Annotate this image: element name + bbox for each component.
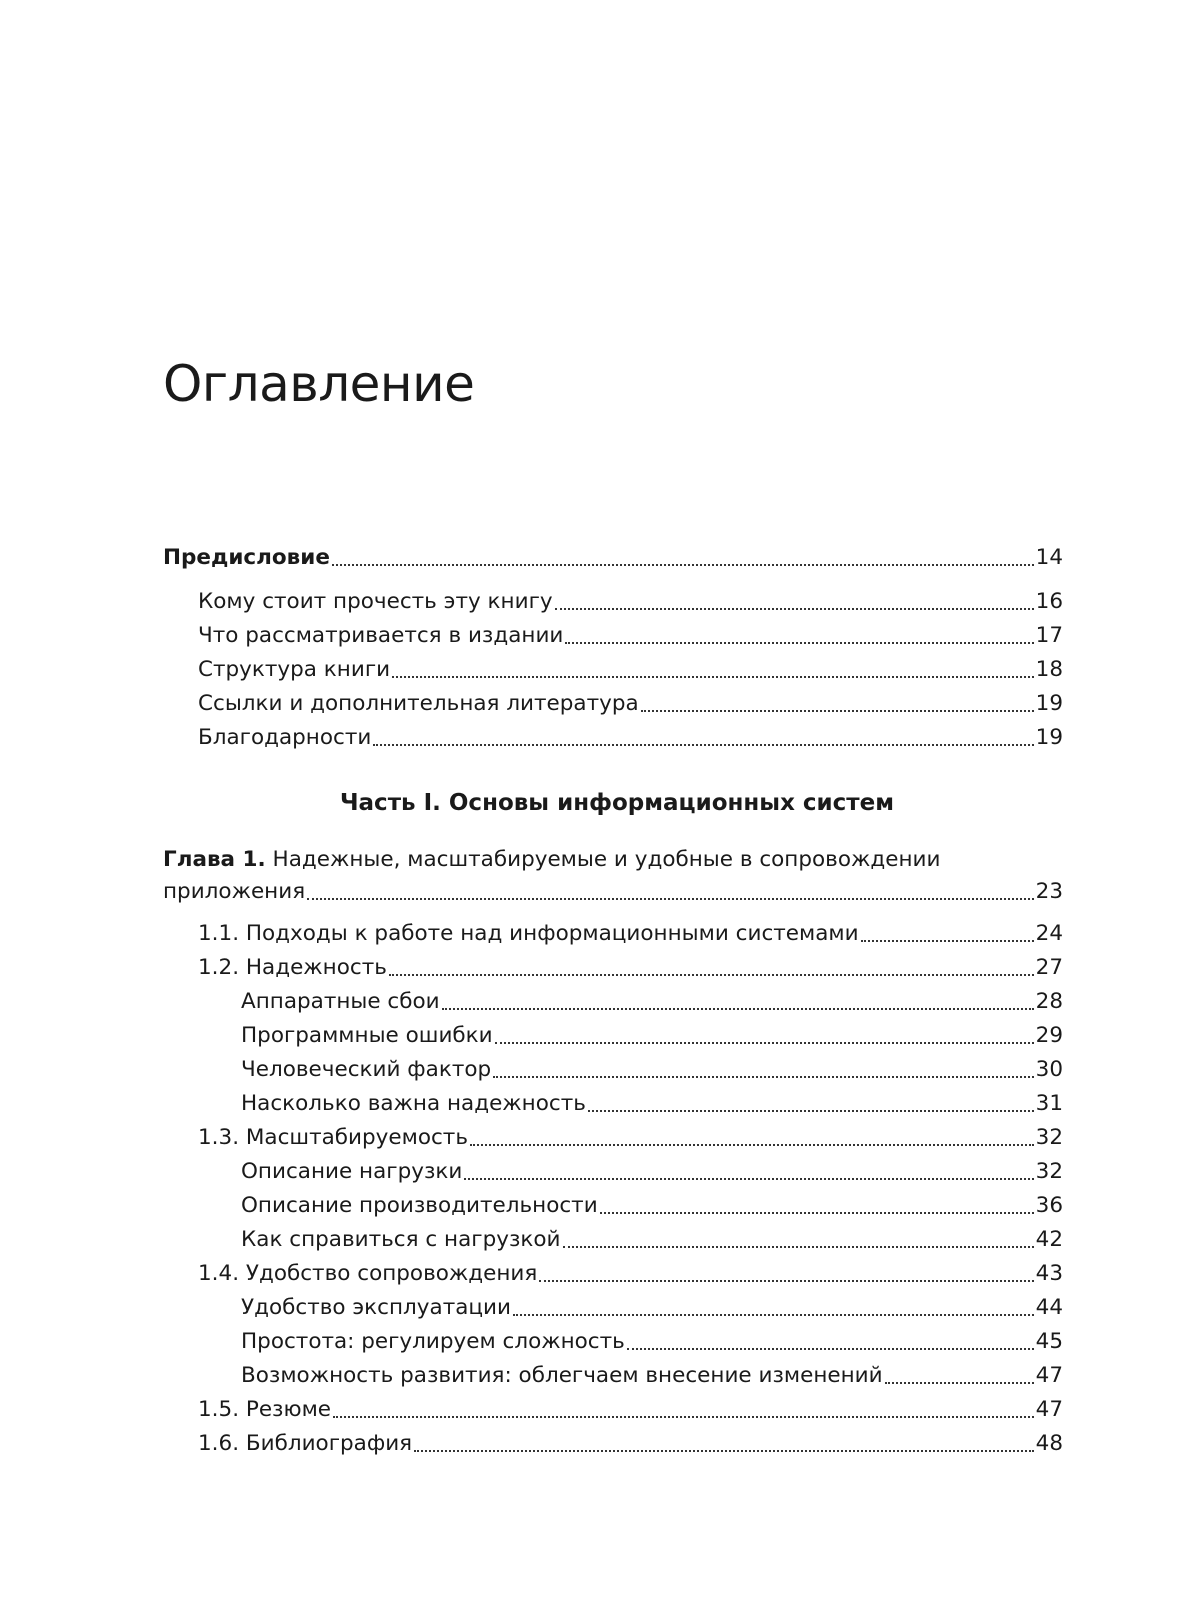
dot-leader xyxy=(513,1314,1034,1316)
toc-entry-label: 1.5. Резюме xyxy=(198,1397,332,1422)
toc-entry[interactable] xyxy=(163,1254,1063,1288)
dot-leader xyxy=(333,1416,1034,1418)
chapter-title-line2: приложения xyxy=(163,879,306,904)
dot-leader xyxy=(588,1110,1034,1112)
toc-page-number: 18 xyxy=(1035,657,1063,682)
toc-entry-label: Благодарности xyxy=(198,725,372,750)
toc-entry[interactable] xyxy=(163,1186,1063,1220)
toc-entry[interactable] xyxy=(163,1322,1063,1356)
toc-entry[interactable] xyxy=(163,1118,1063,1152)
toc-entry[interactable] xyxy=(163,582,1063,616)
toc-entry-label: Предисловие xyxy=(163,545,330,570)
toc-entry-label: Описание нагрузки xyxy=(241,1159,463,1184)
toc-entry[interactable] xyxy=(163,650,1063,684)
dot-leader xyxy=(641,710,1034,712)
toc-page-number: 42 xyxy=(1035,1227,1063,1252)
dot-leader xyxy=(861,940,1034,942)
dot-leader xyxy=(495,1042,1034,1044)
toc-entry[interactable] xyxy=(163,1424,1063,1458)
toc-entry-label: Насколько важна надежность xyxy=(241,1091,586,1116)
toc-entry-label: Программные ошибки xyxy=(241,1023,493,1048)
toc-entry-label: Описание производительности xyxy=(241,1193,598,1218)
toc-entry-label: Как справиться с нагрузкой xyxy=(241,1227,561,1252)
part-heading: Часть I. Основы информационных систем xyxy=(339,790,895,816)
toc-entry[interactable] xyxy=(163,914,1063,948)
toc-entry-label: 1.2. Надежность xyxy=(198,955,387,980)
toc-page-number: 16 xyxy=(1035,589,1063,614)
toc-page-number: 28 xyxy=(1035,989,1063,1014)
toc-entry-chapter-1[interactable] xyxy=(163,872,1063,906)
toc-entry[interactable] xyxy=(163,1356,1063,1390)
dot-leader xyxy=(555,608,1034,610)
toc-page-number: 19 xyxy=(1035,725,1063,750)
toc-entry[interactable] xyxy=(163,718,1063,752)
toc-entry-label: Что рассматривается в издании xyxy=(198,623,564,648)
toc-page-number: 32 xyxy=(1035,1159,1063,1184)
toc-entry[interactable] xyxy=(163,616,1063,650)
toc-entry-label: 1.3. Масштабируемость xyxy=(198,1125,468,1150)
toc-page-number: 23 xyxy=(1035,879,1063,904)
dot-leader xyxy=(414,1450,1034,1452)
toc-entry-label: 1.1. Подходы к работе над информационными системами xyxy=(198,921,859,946)
toc-entry-preface[interactable] xyxy=(163,538,1063,572)
toc-page-number: 29 xyxy=(1035,1023,1063,1048)
page-title: Оглавление xyxy=(163,355,475,413)
dot-leader xyxy=(373,744,1033,746)
toc-entry[interactable] xyxy=(163,1016,1063,1050)
dot-leader xyxy=(332,564,1034,566)
toc-entry-label: 1.4. Удобство сопровождения xyxy=(198,1261,538,1286)
toc-entry-label: Человеческий фактор xyxy=(241,1057,492,1082)
toc-entry-label: Кому стоит прочесть эту книгу xyxy=(198,589,553,614)
toc-page-number: 48 xyxy=(1035,1431,1063,1456)
chapter-title-line1: Надежные, масштабируемые и удобные в сопровождении xyxy=(265,847,941,872)
toc-entry-label: Аппаратные сбои xyxy=(241,989,440,1014)
toc-page-number: 47 xyxy=(1035,1363,1063,1388)
dot-leader xyxy=(600,1212,1034,1214)
dot-leader xyxy=(627,1348,1034,1350)
dot-leader xyxy=(885,1382,1034,1384)
toc-page-number: 32 xyxy=(1035,1125,1063,1150)
dot-leader xyxy=(464,1178,1033,1180)
toc-entry[interactable] xyxy=(163,1050,1063,1084)
dot-leader xyxy=(470,1144,1034,1146)
toc-entry[interactable] xyxy=(163,1152,1063,1186)
toc-page-number: 24 xyxy=(1035,921,1063,946)
dot-leader xyxy=(307,898,1034,900)
toc-page-number: 30 xyxy=(1035,1057,1063,1082)
toc-page-number: 14 xyxy=(1035,545,1063,570)
toc-page-number: 19 xyxy=(1035,691,1063,716)
dot-leader xyxy=(442,1008,1034,1010)
toc-page-number: 17 xyxy=(1035,623,1063,648)
dot-leader xyxy=(563,1246,1034,1248)
chapter-prefix: Глава 1. xyxy=(163,847,266,872)
toc-entry-label: Структура книги xyxy=(198,657,391,682)
dot-leader xyxy=(565,642,1033,644)
dot-leader xyxy=(389,974,1034,976)
toc-entry[interactable] xyxy=(163,1220,1063,1254)
toc-entry[interactable] xyxy=(163,982,1063,1016)
toc-entry-label: 1.6. Библиография xyxy=(198,1431,413,1456)
toc-page-number: 43 xyxy=(1035,1261,1063,1286)
dot-leader xyxy=(392,676,1034,678)
toc-entry[interactable] xyxy=(163,1084,1063,1118)
toc-page-number: 27 xyxy=(1035,955,1063,980)
dot-leader xyxy=(493,1076,1033,1078)
toc-entry-label: Простота: регулируем сложность xyxy=(241,1329,625,1354)
toc-page-number: 47 xyxy=(1035,1397,1063,1422)
toc-page-number: 44 xyxy=(1035,1295,1063,1320)
toc-chapter-title[interactable] xyxy=(163,846,940,874)
dot-leader xyxy=(539,1280,1033,1282)
toc-entry[interactable] xyxy=(163,684,1063,718)
toc-entry[interactable] xyxy=(163,1390,1063,1424)
toc-page-number: 36 xyxy=(1035,1193,1063,1218)
toc-entry-label: Возможность развития: облегчаем внесение изменений xyxy=(241,1363,883,1388)
toc-entry-label: Удобство эксплуатации xyxy=(241,1295,511,1320)
toc-entry[interactable] xyxy=(163,948,1063,982)
toc-entry-label: Ссылки и дополнительная литература xyxy=(198,691,639,716)
toc-page-number: 31 xyxy=(1035,1091,1063,1116)
toc-page-number: 45 xyxy=(1035,1329,1063,1354)
toc-entry[interactable] xyxy=(163,1288,1063,1322)
